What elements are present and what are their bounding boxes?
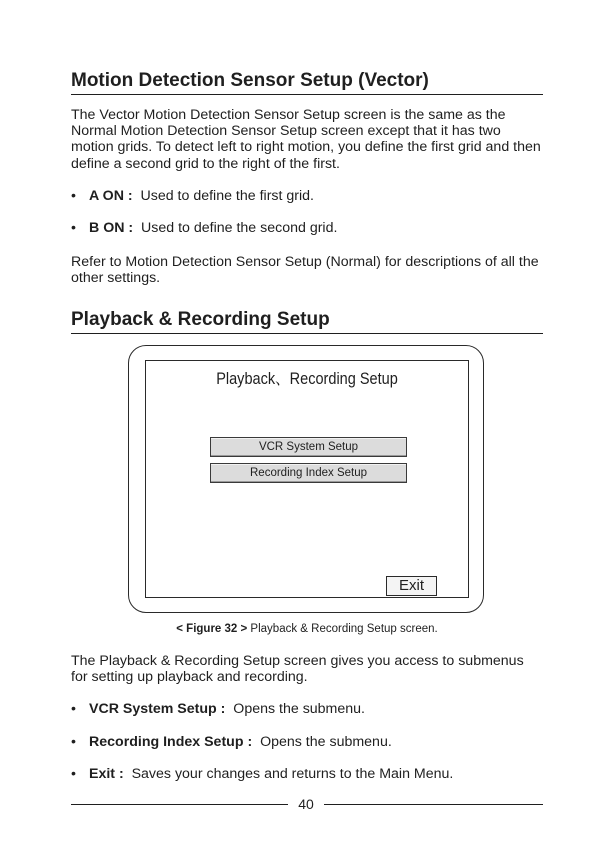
screen-panel [145,360,469,598]
exit-button[interactable]: Exit [386,576,437,596]
bullet-term: Recording Index Setup : [89,734,253,750]
playback-paragraph: The Playback & Recording Setup screen gives you access to submenus for setting up playback and recording. [71,653,524,686]
recording-index-setup-button[interactable]: Recording Index Setup [210,463,407,483]
footer-rule-right [324,804,543,805]
bullet-text: Used to define the first grid. [140,188,314,204]
footer-rule-left [71,804,288,805]
bullet-dot: • [71,766,76,782]
bullet-exit [71,766,543,783]
figure-label: < Figure 32 > [176,623,248,635]
page-number: 40 [298,796,314,812]
bullet-text: Saves your changes and returns to the Main Menu. [131,766,454,782]
bullet-dot: • [71,701,76,717]
bullet-term: A ON : [89,188,133,204]
motion-vector-paragraph: The Vector Motion Detection Sensor Setup screen is the same as the Normal Motion Detection Sensor Setup screen except that it has two motion grids. To detect left to right motion, you define the first grid and then define a second grid to the right of the first. [71,107,541,172]
refer-paragraph: Refer to Motion Detection Sensor Setup (Normal) for descriptions of all the other settings. [71,254,539,287]
figure-caption-text: Playback & Recording Setup screen. [250,623,438,635]
bullet-term: B ON : [89,220,134,236]
section-heading-playback-recording: Playback & Recording Setup [71,309,543,334]
bullet-vcr-system-setup [71,701,543,718]
bullet-text: Used to define the second grid. [141,220,338,236]
bullet-term: VCR System Setup : [89,701,226,717]
bullet-b-on [71,220,543,237]
screen-title: Playback、Recording Setup [216,370,398,388]
bullet-dot: • [71,734,76,750]
bullet-dot: • [71,188,76,204]
bullet-dot: • [71,220,76,236]
playback-recording-screen-figure [128,345,484,613]
bullet-a-on [71,188,543,205]
bullet-term: Exit : [89,766,124,782]
bullet-text: Opens the submenu. [233,701,365,717]
vcr-system-setup-button[interactable]: VCR System Setup [210,437,407,457]
figure-caption [71,622,543,636]
bullet-text: Opens the submenu. [260,734,392,750]
section-heading-motion-vector: Motion Detection Sensor Setup (Vector) [71,70,543,95]
bullet-recording-index-setup [71,734,543,751]
